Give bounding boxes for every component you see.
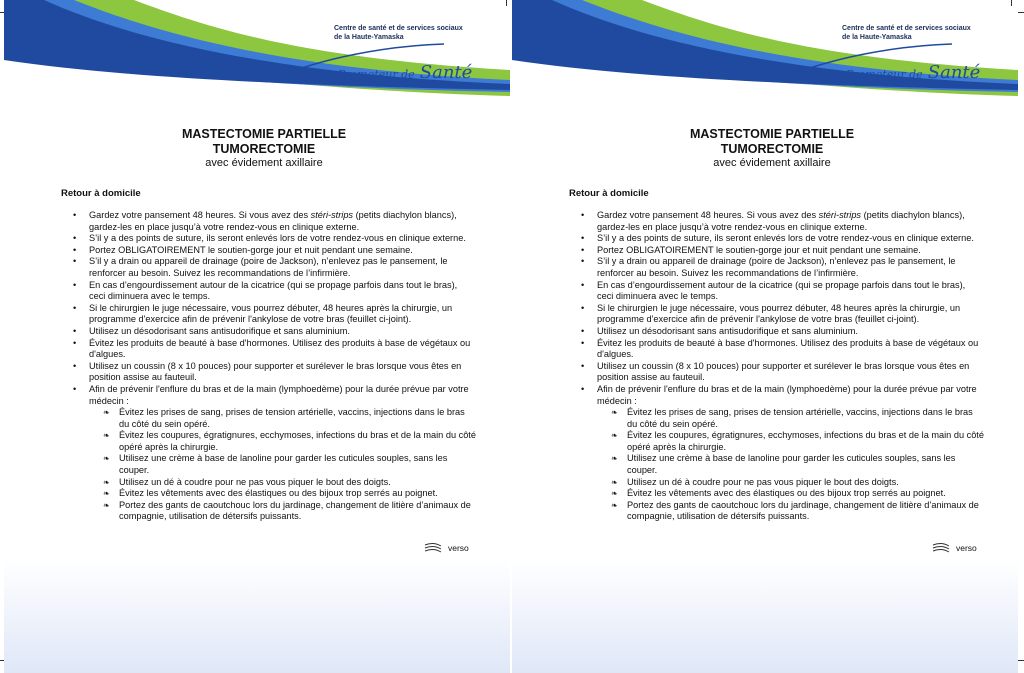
brand-sante: Santé <box>927 62 981 83</box>
sub-item-text: Utilisez un dé à coudre pour ne pas vous piquer le bout des doigts. <box>627 476 899 487</box>
organization-line2: de la Haute-Yamaska <box>842 34 912 41</box>
organization-line1: Centre de santé et de services sociaux <box>334 25 463 32</box>
list-item <box>61 280 476 303</box>
item-text: Utilisez un désodorisant sans antisudorifique et sans aluminium. <box>597 325 858 336</box>
fleuron-bullet-icon: ❧ <box>103 489 110 499</box>
crop-mark <box>1018 12 1024 13</box>
organization-name <box>334 24 463 42</box>
title-line2: TUMORECTOMIE <box>212 142 316 156</box>
list-item <box>61 326 476 338</box>
item-text: Si le chirurgien le juge nécessaire, vous pourrez débuter, 48 heures après la chirurgie, un programme d'exercice afin de prévenir l'ankylose de votre bras (feuillet ci-joint). <box>89 302 453 325</box>
organization-line2: de la Haute-Yamaska <box>334 34 404 41</box>
sub-list-item <box>89 500 476 523</box>
list-item <box>569 245 984 257</box>
section-heading: Retour à domicile <box>61 188 141 199</box>
item-text: Afin de prévenir l'enflure du bras et de la main (lymphoedème) pour la durée prévue par votre médecin : <box>597 383 977 406</box>
crop-mark <box>1018 660 1024 661</box>
verso-indicator <box>932 542 977 554</box>
item-text: Utilisez un coussin (8 x 10 pouces) pour supporter et surélever le bras lorsque vous êtes en position assise au fauteuil. <box>597 360 970 383</box>
sub-list <box>597 407 984 523</box>
fleuron-bullet-icon: ❧ <box>611 431 618 441</box>
organization-line1: Centre de santé et de services sociaux <box>842 25 971 32</box>
verso-label: verso <box>956 543 977 553</box>
item-text: Portez OBLIGATOIREMENT le soutien-gorge jour et nuit pendant une semaine. <box>89 244 413 255</box>
list-item <box>61 245 476 257</box>
sub-list <box>89 407 476 523</box>
sub-item-text: Évitez les vêtements avec des élastiques ou des bijoux trop serrés au poignet. <box>119 488 438 499</box>
header-swoosh-graphic <box>4 0 510 110</box>
fleuron-bullet-icon: ❧ <box>103 454 110 464</box>
page-turn-arrow-icon <box>424 542 442 554</box>
list-item <box>61 384 476 523</box>
title-line1: MASTECTOMIE PARTIELLE <box>181 127 347 141</box>
list-item <box>569 280 984 303</box>
title-line2: TUMORECTOMIE <box>720 142 824 156</box>
brand-sante: Santé <box>419 62 473 83</box>
list-item <box>61 233 476 245</box>
sub-item-text: Utilisez un dé à coudre pour ne pas vous piquer le bout des doigts. <box>119 476 391 487</box>
fleuron-bullet-icon: ❧ <box>611 408 618 418</box>
item-text: Portez OBLIGATOIREMENT le soutien-gorge jour et nuit pendant une semaine. <box>597 244 921 255</box>
sub-list-item <box>89 430 476 453</box>
list-item <box>61 256 476 279</box>
document-title <box>64 127 464 157</box>
list-item <box>569 303 984 326</box>
brand-logo <box>338 62 472 83</box>
fleuron-bullet-icon: ❧ <box>611 454 618 464</box>
fleuron-bullet-icon: ❧ <box>103 477 110 487</box>
sub-item-text: Évitez les coupures, égratignures, ecchymoses, infections du bras et de la main du côté opéré après la chirurgie. <box>119 430 476 452</box>
sub-item-text: Évitez les prises de sang, prises de tension artérielle, vaccins, injections dans le bras du côté du sein opéré. <box>627 407 973 429</box>
item-text: Évitez les produits de beauté à base d'hormones. Utilisez des produits à base de végétaux ou d'algues. <box>597 337 979 360</box>
sub-list-item <box>597 430 984 453</box>
item-text-cont: (petits diachylon blancs), gardez-les en place jusqu’à votre rendez-vous en clinique externe. <box>597 210 965 232</box>
list-item <box>569 338 984 361</box>
verso-label: verso <box>448 543 469 553</box>
item-text-cont: (petits diachylon blancs), gardez-les en place jusqu’à votre rendez-vous en clinique externe. <box>89 210 457 232</box>
item-text: En cas d’engourdissement autour de la cicatrice (qui se propage parfois dans tout le bras), ceci diminuera avec le temps. <box>89 279 458 302</box>
organization-name <box>842 24 971 42</box>
list-item <box>569 384 984 523</box>
item-text: Gardez votre pansement 48 heures. Si vous avez des <box>597 210 819 220</box>
item-text: Utilisez un désodorisant sans antisudorifique et sans aluminium. <box>89 325 350 336</box>
header-swoosh-graphic <box>512 0 1018 110</box>
list-item <box>61 361 476 384</box>
sub-list-item <box>597 407 984 430</box>
verso-indicator <box>424 542 469 554</box>
sub-item-text: Évitez les coupures, égratignures, ecchymoses, infections du bras et de la main du côté opéré après la chirurgie. <box>627 430 984 452</box>
list-item <box>569 326 984 338</box>
sub-item-text: Portez des gants de caoutchouc lors du jardinage, changement de litière d’animaux de compagnie, utilisation de détersifs puissants. <box>627 499 979 522</box>
title-line1: MASTECTOMIE PARTIELLE <box>689 127 855 141</box>
fleuron-bullet-icon: ❧ <box>611 489 618 499</box>
item-text: Évitez les produits de beauté à base d'hormones. Utilisez des produits à base de végétaux ou d'algues. <box>89 337 471 360</box>
fleuron-bullet-icon: ❧ <box>103 500 110 510</box>
instruction-list <box>569 210 984 523</box>
item-text: S’il y a des points de suture, ils seront enlevés lors de votre rendez-vous en clinique externe. <box>89 233 466 244</box>
document-subtitle: avec évidement axillaire <box>713 157 831 169</box>
sub-list-item <box>89 488 476 500</box>
list-item <box>61 210 476 233</box>
item-emphasis: stéri-strips <box>818 210 862 220</box>
item-text: Afin de prévenir l'enflure du bras et de la main (lymphoedème) pour la durée prévue par votre médecin : <box>89 383 469 406</box>
item-text: Si le chirurgien le juge nécessaire, vous pourrez débuter, 48 heures après la chirurgie, un programme d'exercice afin de prévenir l'ankylose de votre bras (feuillet ci-joint). <box>597 302 961 325</box>
sub-list-item <box>597 488 984 500</box>
sub-list-item <box>89 407 476 430</box>
brand-logo <box>846 62 980 83</box>
item-text: Utilisez un coussin (8 x 10 pouces) pour supporter et surélever le bras lorsque vous êtes en position assise au fauteuil. <box>89 360 462 383</box>
sub-item-text: Évitez les prises de sang, prises de tension artérielle, vaccins, injections dans le bras du côté du sein opéré. <box>119 407 465 429</box>
fleuron-bullet-icon: ❧ <box>103 431 110 441</box>
sub-item-text: Évitez les vêtements avec des élastiques ou des bijoux trop serrés au poignet. <box>627 488 946 499</box>
sub-list-item <box>597 477 984 489</box>
fleuron-bullet-icon: ❧ <box>103 408 110 418</box>
page-turn-arrow-icon <box>932 542 950 554</box>
section-heading: Retour à domicile <box>569 188 649 199</box>
instruction-list <box>61 210 476 523</box>
item-text: En cas d’engourdissement autour de la cicatrice (qui se propage parfois dans tout le bras), ceci diminuera avec le temps. <box>597 279 966 302</box>
list-item <box>61 338 476 361</box>
item-text: S’il y a des points de suture, ils seront enlevés lors de votre rendez-vous en clinique externe. <box>597 233 974 244</box>
document-title <box>572 127 972 157</box>
sub-list-item <box>89 477 476 489</box>
sub-list-item <box>597 453 984 476</box>
item-text: S’il y a drain ou appareil de drainage (poire de Jackson), n’enlevez pas le pansement, le renforcer au besoin. Suivez les recommandations de l’infirmière. <box>597 256 956 278</box>
item-emphasis: stéri-strips <box>310 210 354 220</box>
fleuron-bullet-icon: ❧ <box>611 477 618 487</box>
list-item <box>569 210 984 233</box>
list-item <box>569 256 984 279</box>
document-page-left <box>4 0 510 673</box>
sub-item-text: Utilisez une crème à base de lanoline pour garder les cuticules souples, sans les couper. <box>119 453 448 476</box>
sub-item-text: Portez des gants de caoutchouc lors du jardinage, changement de litière d’animaux de compagnie, utilisation de détersifs puissants. <box>119 499 471 522</box>
brand-promoteur: Promoteur de <box>846 68 923 81</box>
sub-item-text: Utilisez une crème à base de lanoline pour garder les cuticules souples, sans les couper. <box>627 453 956 476</box>
brand-promoteur: Promoteur de <box>338 68 415 81</box>
item-text: Gardez votre pansement 48 heures. Si vous avez des <box>89 210 311 220</box>
document-page-right <box>512 0 1018 673</box>
list-item <box>569 361 984 384</box>
sub-list-item <box>89 453 476 476</box>
list-item <box>569 233 984 245</box>
document-subtitle: avec évidement axillaire <box>205 157 323 169</box>
item-text: S’il y a drain ou appareil de drainage (poire de Jackson), n’enlevez pas le pansement, le renforcer au besoin. Suivez les recommandations de l’infirmière. <box>89 256 448 278</box>
fleuron-bullet-icon: ❧ <box>611 500 618 510</box>
list-item <box>61 303 476 326</box>
sub-list-item <box>597 500 984 523</box>
